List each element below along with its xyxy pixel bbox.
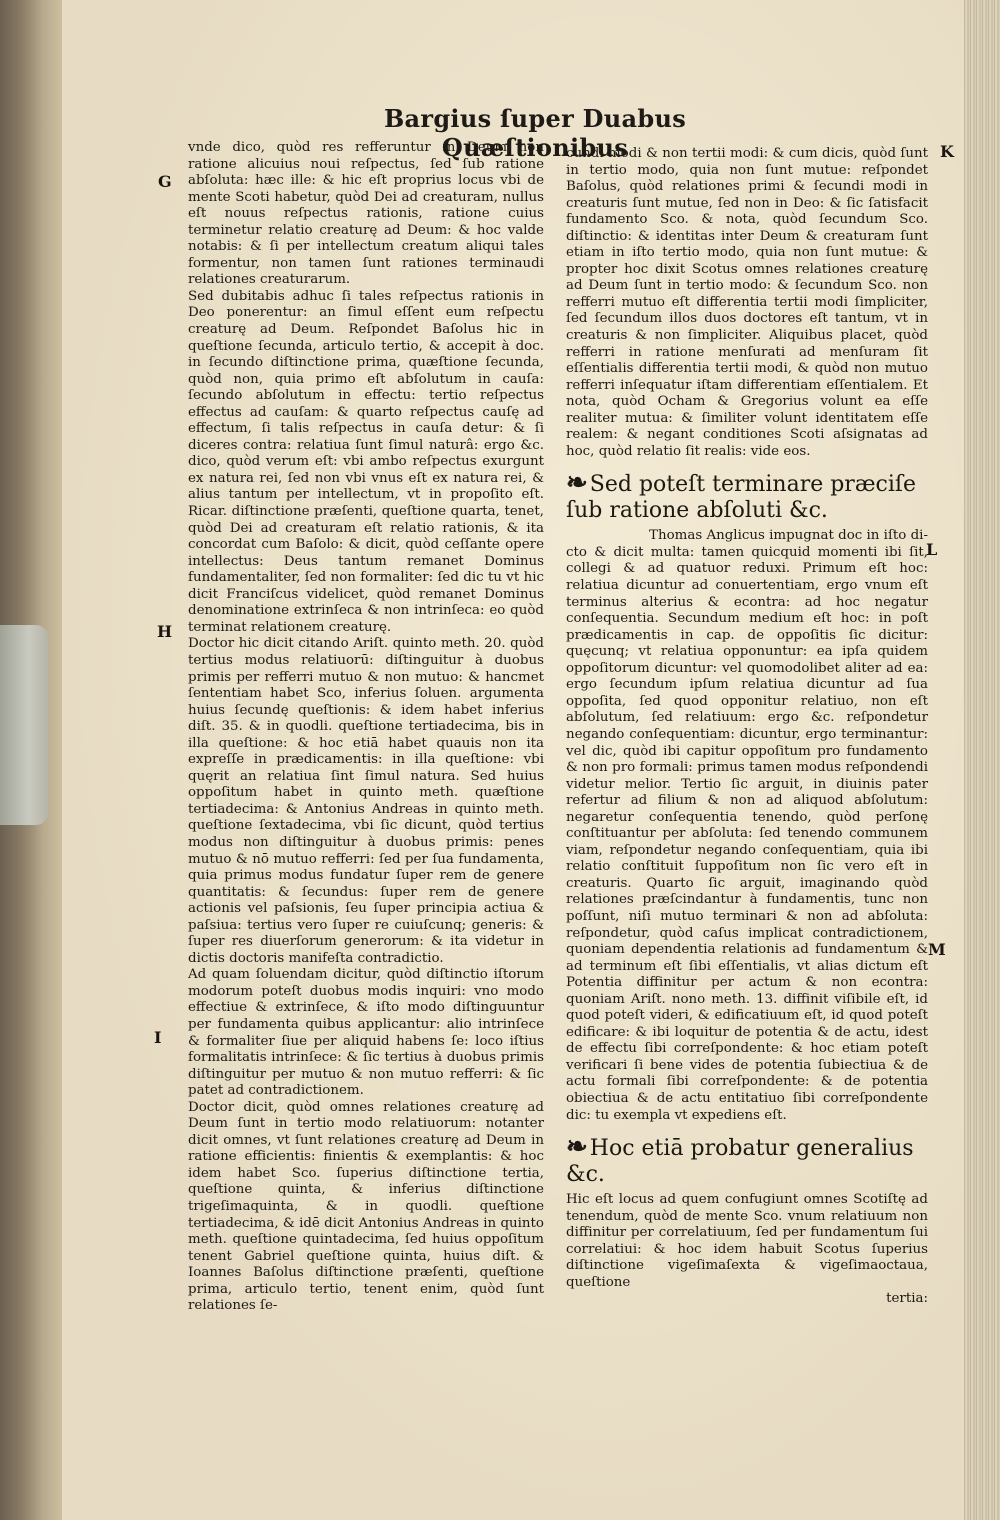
margin-letter-k: K [940,142,954,161]
margin-letter-h: H [157,622,173,641]
paragraph: vnde dico, quòd res refferuntur in Deum non ratione alicuius noui reſpectus, ſed ſub ratione abſoluta: hæc ille: & hic eſt proprius locus vbi de mente Scoti habetur, quòd Dei ad creaturam, nullus eſt nouus reſpectus rationis, ratione cuius terminetur relatio creaturę ad Deum: & hoc valde notabis: & ſi per intellectum creatum aliqui tales formentur, non tamen ſunt rationes terminaudi relationes creaturarum. [188,140,544,288]
catchword: tertia: [886,1291,928,1307]
margin-letter-i: I [154,1028,162,1047]
page-edges [964,0,1000,1520]
margin-letter-g: G [158,172,172,191]
rubric-lemma-2 [566,1134,928,1188]
margin-letter-m: M [928,940,946,959]
paragraph: Hic eſt locus ad quem confugiunt omnes Scotiſtę ad tenendum, quòd de mente Sco. vnum relatiuum non diffinitur per correlatiuum, ſed per fundamentum ſui correlatiui: & hoc idem habuit Scotus ſuperius diſtinctione vigeſimaſexta & vigeſimaoctaua, queſtione [566,1192,928,1290]
rubric-lemma-text: Sed poteſt terminare præciſe ſub ratione abſoluti &c. [566,472,917,524]
paragraph: cundi modi & non tertii modi: & cum dicis, quòd ſunt in tertio modo, quia non ſunt mutue: reſpondet Baſolus, quòd relationes primi & ſecundi modi in creaturis ſunt mutue, ſed non in Deo: & ſic ſatisfacit fundamento Sco. & nota, quòd ſecundum Sco. diſtinctio: & identitas inter Deum & creaturam ſunt etiam in iſto tertio modo, quia non ſunt mutue: & propter hoc dixit Scotus omnes relationes creaturę ad Deum ſunt in tertio modo: & ſecundum Sco. non refferri mutuo eſt differentia tertii modi ſimpliciter, ſed ſecundum illos duos doctores eſt tantum, vt in creaturis & non ſimpliciter. Aliquibus placet, quòd refferri in ratione menſurati ad menſuram ſit eſſentialis differentia tertii modi, & quòd non mutuo refferri inſequatur iſtam differentiam eſſentialem. Et nota, quòd Ocham & Gregorius volunt ea eſſe realiter mutua: & ſimiliter volunt identitatem eſſe realem: & negant conditiones Scoti aſsignatas ad hoc, quòd relatio ſit realis: vide eos. [566,146,928,459]
paragraph-mark-icon: ❧ [566,468,588,499]
book-clasp [0,625,48,825]
right-column [566,146,928,1308]
paragraph-mark-icon: ❧ [566,1132,588,1163]
running-head: Bargius ſuper Duabus Quæſtionibus [383,104,687,162]
paragraph: cto & dicit multa: tamen quicquid momenti ibi ſit, collegi & ad quatuor reduxi. Primum eſt hoc: relatiua dicuntur ad conuertentiam, ergo vnum eſt terminus alterius & econtra: ad hoc negatur conſequentia. Secundum medium eſt hoc: in poſt prædicamentis in cap. de oppoſitis ſic dicitur: quęcunq; vt relatiua opponuntur: ea ipſa quidem oppoſitorum dicuntur: vel quomodolibet aliter ad ea: ergo ſecundum ipſum relatiua dicuntur ad ſua oppoſita, ſed quod opponitur relatiuo, non eſt abſolutum, ſed relatiuum: ergo &c. reſpondetur negando conſequentiam: dicuntur, ergo terminantur: vel dic, quòd ibi capitur oppoſitum pro fundamento & non pro formali: primus tamen modus reſpondendi videtur melior. Tertio ſic arguit, in diuinis pater refertur ad filium & non ad aliquod abſolutum: negaretur conſequentia tenendo, quòd perſonę conſtituantur per abſoluta: ſed tenendo communem viam, reſpondetur negando conſequentiam, quia ibi relatio conſtituit ſuppoſitum non ſic vero eſt in creaturis. Quarto ſic arguit, imaginando quòd relationes præſcindantur à fundamentis, tunc non poſſunt, niſi mutuo terminari & non ad abſoluta: reſpondetur, quòd caſus implicat contradictionem, quoniam dependentia relationis ad fundamentum & ad terminum eſt ſibi eſſentialis, vt alias dictum eſt Potentia diffinitur per actum & non econtra: quoniam Ariſt. nono meth. 13. diffinit viſibile eſt, id quod poteſt videri, & edificatiuum eſt, id quod poteſt edificare: & ibi loquitur de potentia & de actu, idest de effectu ſibi correſpondente: & hoc etiam poteſt verificari ſi bene vides de potentia ſubiectiua & de actu formali ſibi correſpondente: & de potentia obiectiua & de actu entitatiuo ſibi correſpondente dic: tu exempla vt expediens eſt. [566,544,928,1123]
paragraph: Doctor hic dicit citando Ariſt. quinto meth. 20. quòd tertius modus relatiuorū: diſtinguitur à duobus primis per refferri mutuo & non mutuo: & hancmet ſententiam habet Sco, inferius ſoluen. argumenta huius ſecundę queſtionis: & idem habet inferius diſt. 35. & in quodli. queſtione tertiadecima, bis in illa queſtione: & hoc etiā habet quauis non ita expreſſe in prædicamentis: in illa queſtione: vbi quęrit an relatiua ſint ſimul natura. Sed huius oppoſitum habet in quinto meth. quæſtione tertiadecima: & Antonius Andreas in quinto meth. queſtione ſextadecima, vbi ſic dicunt, quòd tertius modus non diſtinguitur à duobus primis: penes mutuo & nō mutuo refferri: ſed per ſua fundamenta, quia primus modus fundatur ſuper rem de genere quantitatis: & ſecundus: ſuper rem de genere actionis vel paſsionis, ſeu ſuper principia actiua & paſsiua: tertius vero ſuper re cuiuſcunq; generis: & ſuper res diuerſorum generorum: & ita videtur in dictis doctoris manifeſta contradictio. [188,636,544,966]
rubric-lemma-text: Hoc etiā probatur generalius &c. [566,1136,914,1188]
paragraph: Ad quam ſoluendam dicitur, quòd diſtinctio iſtorum modorum poteſt duobus modis inquiri: vno modo effectiue & extrinſece, & iſto modo diſtinguuntur per fundamenta quibus applicantur: alio intrinſece & formaliter ſiue per aliquid habens ſe: loco iſtius formalitatis intrinſece: & ſic tertius à duobus primis diſtinguitur per mutuo & non mutuo refferri: & ſic patet ad contradictionem. [188,967,544,1099]
margin-letter-l: L [926,540,938,559]
paragraph: Sed dubitabis adhuc ſi tales reſpectus rationis in Deo ponerentur: an ſimul eſſent eum reſpectu creaturę ad Deum. Reſpondet Baſolus hic in queſtione ſecunda, articulo tertio, & accepit à doc. in ſecundo diſtinctione prima, quæſtione ſecunda, quòd non, quia primo eſt abſolutum in cauſa: ſecundo abſolutum in effectu: tertio reſpectus effectus ad cauſam: & quarto reſpectus cauſę ad effectum, ſi talis reſpectus in cauſa detur: & ſi diceres contra: relatiua ſunt ſimul naturâ: ergo &c. dico, quòd verum eſt: vbi ambo reſpectus exurgunt ex natura rei, ſed non vbi vnus eſt ex natura rei, & alius tantum per intellectum, vt in propoſito eſt. Ricar. diſtinctione præſenti, queſtione quarta, tenet, quòd Dei ad creaturam eſt relatio rationis, & ita concordat cum Baſolo: & dicit, quòd ceſſante opere intellectus: Deus tantum remanet Dominus fundamentaliter, ſed non formaliter: ſed dic tu vt hic dicit Franciſcus videlicet, quòd remanet Dominus denominatione extrinſeca & non intrinſeca: eo quòd terminat relationem creaturę. [188,288,544,635]
rubric-note: Thomas Anglicus impugnat doc in iſto di- [649,528,928,544]
paragraph: Doctor dicit, quòd omnes relationes creaturę ad Deum ſunt in tertio modo relatiuorum: notanter dicit omnes, vt ſunt relationes creaturę ad Deum in ratione efficientis: finientis & exemplantis: & hoc idem habet Sco. ſuperius diſtinctione tertia, queſtione quinta, & inferius diſtinctione trigeſimaquinta, & in quodli. queſtione tertiadecima, & idē dicit Antonius Andreas in quinto meth. queſtione quintadecima, ſed huius oppoſitum tenent Gabriel queſtione quinta, huius diſt. & Ioannes Baſolus diſtinctione præſenti, queſtione prima, articulo tertio, tenent enim, quòd ſunt relationes ſe- [188,1099,544,1314]
left-column [188,140,544,1315]
rubric-lemma-1 [566,470,928,524]
